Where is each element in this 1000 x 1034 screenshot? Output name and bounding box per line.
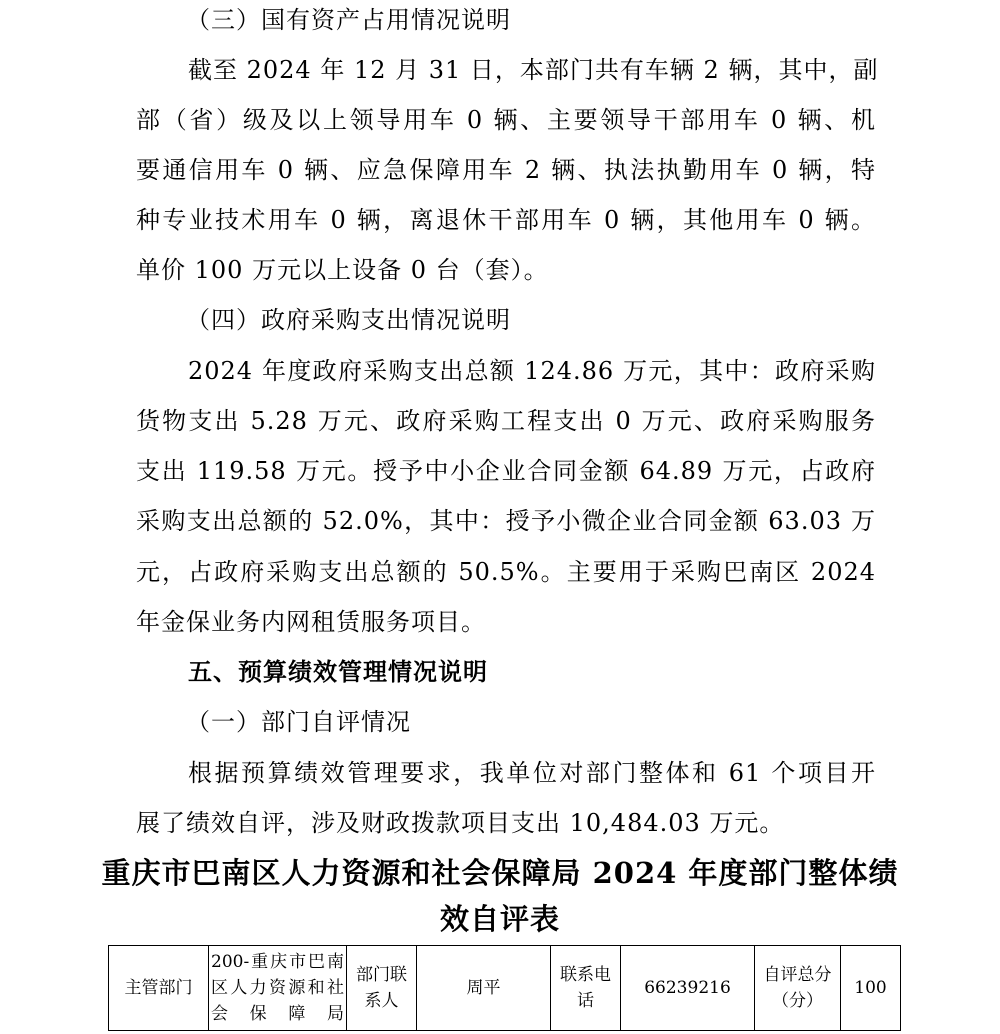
section-3-line-1: 截至 2024 年 12 月 31 日，本部门共有车辆 2 辆，其中，副 xyxy=(188,56,879,84)
section-3-line-5: 单价 100 万元以上设备 0 台（套）。 xyxy=(136,256,549,284)
section-4-heading: （四）政府采购支出情况说明 xyxy=(186,306,511,334)
evaluation-info-table xyxy=(108,945,901,1031)
phone-value-cell: 66239216 xyxy=(621,946,755,1031)
section-5-line-1: 根据预算绩效管理要求，我单位对部门整体和 61 个项目开 xyxy=(188,759,876,787)
section-4-line-3: 支出 119.58 万元。授予中小企业合同金额 64.89 万元，占政府 xyxy=(136,457,876,485)
section-4-line-2: 货物支出 5.28 万元、政府采购工程支出 0 万元、政府采购服务 xyxy=(136,407,876,435)
section-4-line-4: 采购支出总额的 52.0%，其中：授予小微企业合同金额 63.03 万 xyxy=(136,507,876,535)
section-5-line-2: 展了绩效自评，涉及财政拨款项目支出 10,484.03 万元。 xyxy=(136,809,785,837)
section-3-line-4: 种专业技术用车 0 辆，离退休干部用车 0 辆，其他用车 0 辆。 xyxy=(136,206,876,234)
section-5-heading: 五、预算绩效管理情况说明 xyxy=(188,658,488,686)
table-row xyxy=(109,946,901,1031)
section-5-1-heading: （一）部门自评情况 xyxy=(186,708,411,736)
score-value-cell: 100 xyxy=(841,946,901,1031)
section-4-line-5: 元，占政府采购支出总额的 50.5%。主要用于采购巴南区 2024 xyxy=(136,558,876,586)
section-4-line-1: 2024 年度政府采购支出总额 124.86 万元，其中：政府采购 xyxy=(188,357,876,385)
score-label-cell: 自评总分（分） xyxy=(755,946,841,1031)
section-4-line-6: 年金保业务内网租赁服务项目。 xyxy=(136,608,486,636)
contact-label-cell: 部门联系人 xyxy=(347,946,417,1031)
dept-value-cell: 200-重庆市巴南区人力资源和社会保障局 xyxy=(209,946,347,1031)
section-3-heading: （三）国有资产占用情况说明 xyxy=(186,6,511,34)
section-3-line-3: 要通信用车 0 辆、应急保障用车 2 辆、执法执勤用车 0 辆，特 xyxy=(136,156,876,184)
table-title-line-2: 效自评表 xyxy=(439,902,560,936)
section-3-line-2: 部（省）级及以上领导用车 0 辆、主要领导干部用车 0 辆、机 xyxy=(136,106,876,134)
phone-label-cell: 联系电话 xyxy=(551,946,621,1031)
dept-label-cell: 主管部门 xyxy=(109,946,209,1031)
table-title-line-1: 重庆市巴南区人力资源和社会保障局 2024 年度部门整体绩 xyxy=(101,856,899,890)
contact-value-cell: 周平 xyxy=(417,946,551,1031)
